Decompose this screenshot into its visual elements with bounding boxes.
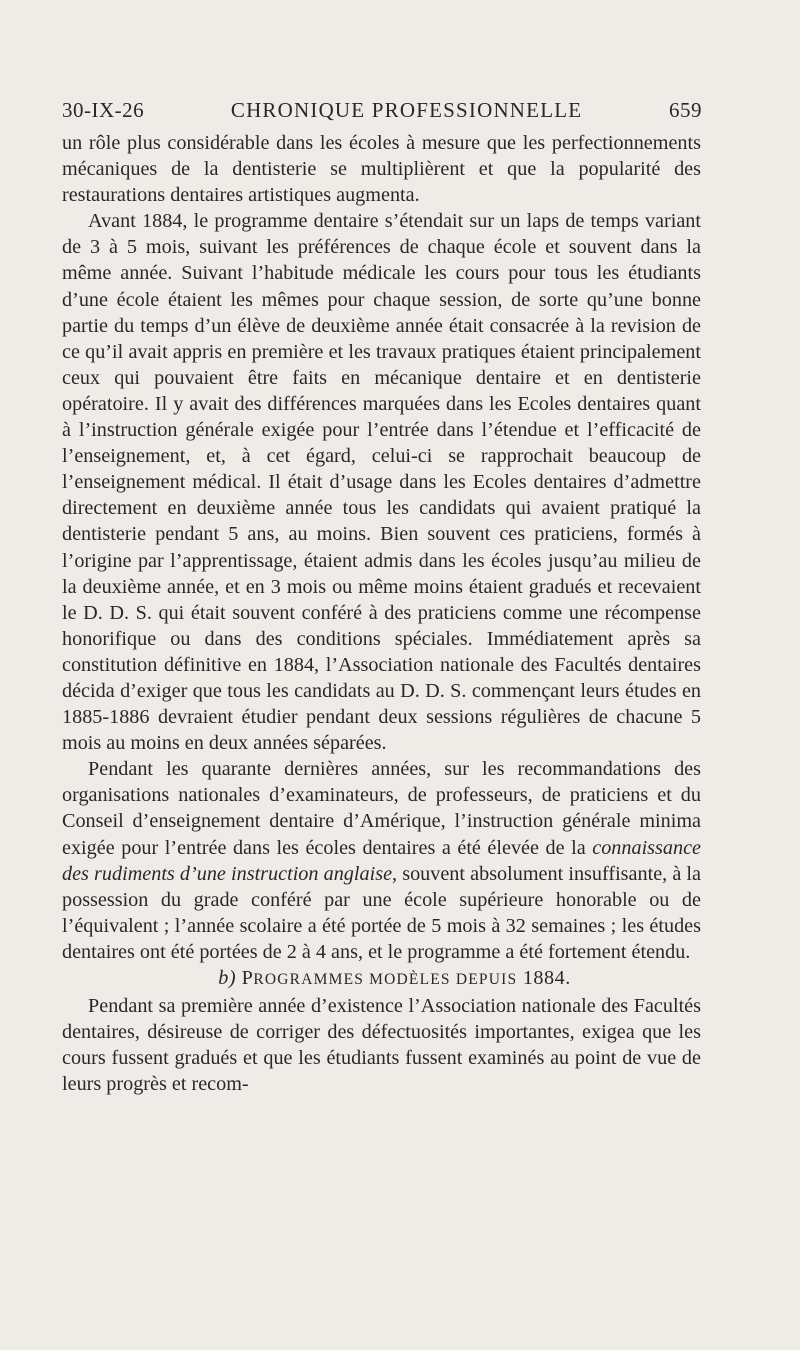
section-heading	[62, 965, 701, 993]
section-title-year: 1884.	[522, 967, 571, 989]
body-text	[62, 130, 701, 1097]
section-label: b)	[218, 967, 237, 989]
section-title-initial: P	[241, 967, 254, 989]
paragraph-last-forty-years	[62, 756, 701, 965]
italic-phrase: connaissance des rudiments d’une instruction anglaise	[62, 836, 701, 885]
paragraph-first-year: Pendant sa première année d’existence l’Association nationale des Facultés dentaires, désireuse de corriger des défectuosités importantes, exigea que les cours fussent gradués et que les étudiants fussent examinés au point de vue de leurs progrès et recom-	[62, 995, 701, 1096]
paragraph-continuation: un rôle plus considérable dans les écoles à mesure que les perfectionnements mécaniques de la dentisterie se multiplièrent et que la popularité des restaurations dentaires artistiques augmenta.	[62, 132, 701, 207]
paragraph-text: , souvent absolument insuffisante, à la possession du grade conféré par une école supérieure honorable ou de l’équivalent ; l’année scolaire a été portée de 5 mois à 32 semaines ; les études dentaires ont été portées de 2 à 4 ans, et le programme a été fortement étendu.	[62, 862, 701, 963]
page-number: 659	[669, 98, 702, 122]
paragraph-text: Pendant les quarante dernières années, sur les recommandations des organisations nationales d’examinateurs, de professeurs, de praticiens et du Conseil d’enseignement dentaire d’Amérique, l’instruction générale minima exigée pour l’entrée dans les écoles dentaires a été élevée de la	[62, 758, 701, 859]
running-header	[62, 98, 702, 123]
header-title: CHRONIQUE PROFESSIONNELLE	[230, 98, 583, 122]
paragraph-before-1884: Avant 1884, le programme dentaire s’étendait sur un laps de temps variant de 3 à 5 mois, suivant les préférences de chaque école et souvent dans la même année. Suivant l’habitude médicale les cours pour tous les étudiants d’une école étaient les mêmes pour chaque session, de sorte qu’une bonne partie du temps d’un élève de deuxième année était consacrée à la revision de ce qu’il avait appris en première et les travaux pratiques étaient principalement ceux qui pouvaient être faits en mécanique dentaire et en dentisterie opératoire. Il y avait des différences marquées dans les Ecoles dentaires quant à l’instruction générale exigée pour l’entrée dans l’étendue et l’efficacité de l’enseignement, et, à cet égard, celui-ci se rapprochait beaucoup de l’enseignement médical. Il était d’usage dans les Ecoles dentaires d’admettre directement en deuxième année tous les candidats qui avaient pratiqué la dentisterie pendant 5 ans, au moins. Bien souvent ces praticiens, formés à l’origine par l’apprentissage, étaient admis dans les écoles jusqu’au milieu de la deuxième année, et en 3 mois ou même moins étaient gradués et recevaient le D. D. S. qui était souvent conféré à des praticiens comme une récompense honorifique ou dans des conditions spéciales. Immédiatement après sa constitution définitive en 1884, l’Association nationale des Facultés dentaires décida d’exiger que tous les candidats au D. D. S. commençant leurs études en 1885-1886 devraient étudier pendant deux sessions régulières de chacune 5 mois au moins en deux années séparées.	[62, 210, 701, 755]
header-date: 30-IX-26	[62, 98, 145, 122]
section-title-smallcaps: ROGRAMMES MODÈLES DEPUIS	[253, 971, 518, 988]
